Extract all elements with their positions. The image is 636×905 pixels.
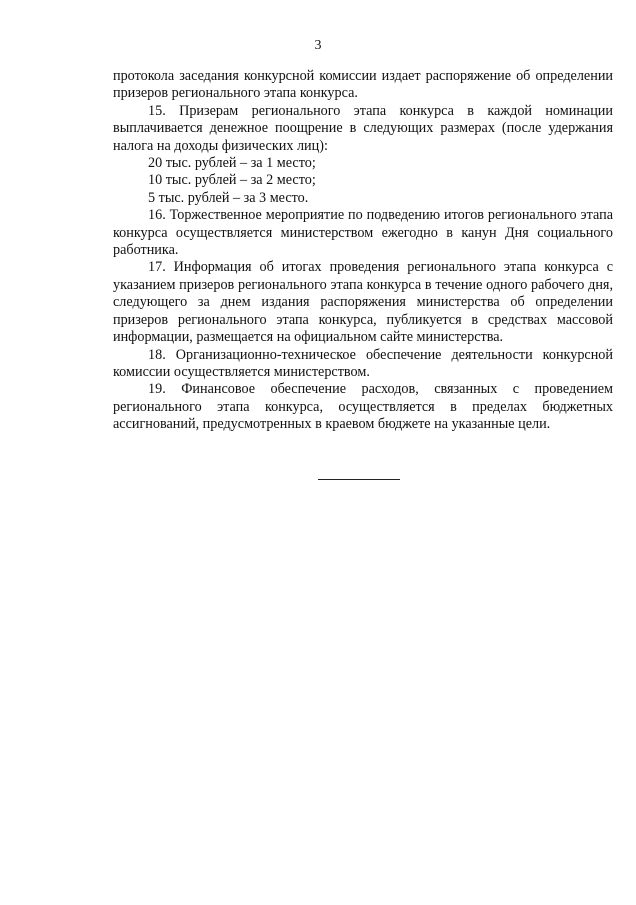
end-separator-line [318, 479, 400, 480]
award-first-place: 20 тыс. рублей – за 1 место; [148, 155, 316, 172]
award-second-place: 10 тыс. рублей – за 2 место; [148, 172, 316, 189]
paragraph-14-continuation: протокола заседания конкурсной комиссии издает распоряжение об определении призеров регионального этапа конкурса. [113, 68, 613, 102]
paragraph-19: 19. Финансовое обеспечение расходов, связанных с проведением регионального этапа конкурса, осуществляется в пределах бюджетных ассигнований, предусмотренных в краевом бюджете на указанные цели. [113, 381, 613, 433]
paragraph-18: 18. Организационно-техническое обеспечение деятельности конкурсной комиссии осуществляется министерством. [113, 346, 613, 380]
paragraph-16: 16. Торжественное мероприятие по подведению итогов регионального этапа конкурса осуществляется министерством ежегодно в канун Дня социального работника. [113, 207, 613, 259]
paragraph-17: 17. Информация об итогах проведения регионального этапа конкурса с указанием призеров регионального этапа конкурса в течение одного рабочего дня, следующего за днем издания распоряжения министерства об определении призеров регионального этапа конкурса, публикуется в средствах массовой информации, размещается на официальном сайте министерства. [113, 259, 613, 346]
page-number: 3 [314, 38, 322, 53]
document-body [113, 68, 613, 434]
award-third-place: 5 тыс. рублей – за 3 место. [148, 189, 309, 206]
paragraph-15: 15. Призерам регионального этапа конкурса в каждой номинации выплачивается денежное поощрение в следующих размерах (после удержания налога на доходы физических лиц): [113, 102, 613, 154]
